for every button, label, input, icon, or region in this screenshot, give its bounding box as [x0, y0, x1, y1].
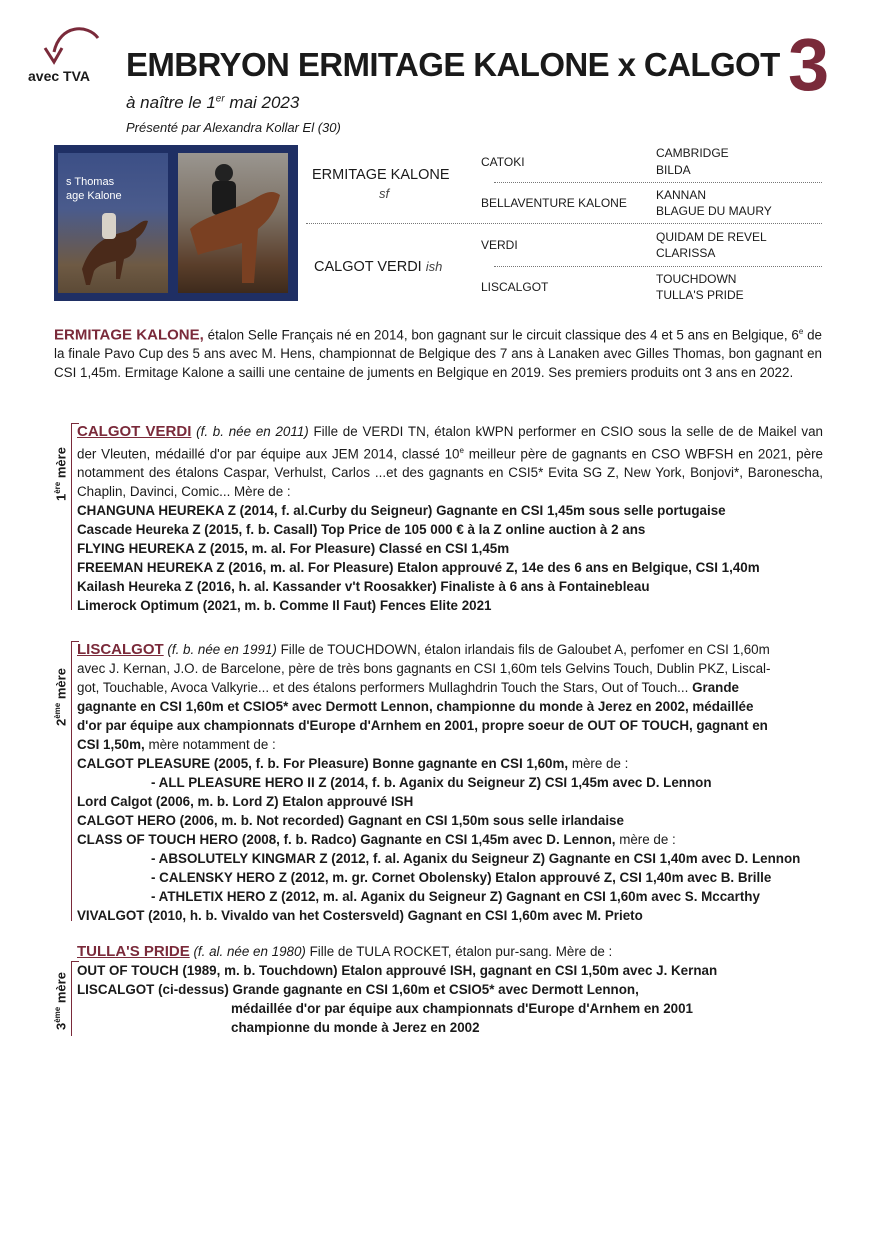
pedigree-ancestor: BLAGUE DU MAURY: [656, 204, 772, 218]
offspring-item: OUT OF TOUCH (1989, m. b. Touchdown) Etalon approuvé ISH, gagnant en CSI 1,50m avec J. Kernan: [77, 963, 718, 978]
curved-arrow-icon: [40, 22, 104, 68]
pedigree-divider: [306, 223, 822, 224]
sire-description: ERMITAGE KALONE, étalon Selle Français né en 2014, bon gagnant sur le circuit classique des 4 et 5 ans en Belgique, 6e de la finale Pavo Cup des 5 ans avec M. Hens, championnat de Belgique des 7 ans à Lanaken avec Gilles Thomas, bon gagnant en CSI 1,45m. Ermitage Kalone a sailli une centaine de juments en Belgique en 2019. Ses premiers produits ont 3 ans en 2022.: [54, 326, 822, 381]
pedigree-dam: CALGOT VERDI ish: [314, 259, 443, 275]
second-dam-performance: gagnante en CSI 1,60m et CSIO5* avec Dermott Lennon, championne du monde à Jerez en 2002, médaillée: [77, 699, 754, 714]
offspring-item: Cascade Heureka Z (2015, f. b. Casall) Top Price de 105 000 € à la Z online auction à 2 ans: [77, 522, 646, 538]
third-dam-section: TULLA'S PRIDE (f. al. née en 1980) Fille de TULA ROCKET, étalon pur-sang. Mère de : OUT OF TOUCH (1989, m. b. Touchdown) Etalon approuvé ISH, gagnant en CSI 1,50m avec J. Kernan LISCALGOT (ci-dessus) Grande gagnante en CSI 1,60m et CSIO5* avec Dermott Lennon, médaillée d'or par équipe aux championnats d'Europe d'Arnhem en 2001 championne du monde à Jerez en 2002: [77, 942, 823, 1037]
pedigree-granddam: LISCALGOT: [481, 280, 549, 294]
offspring-item: CHANGUNA HEUREKA Z (2014, f. al.Curby du Seigneur) Gagnante en CSI 1,45m sous selle portugaise: [77, 503, 726, 519]
pedigree-grandsire: CATOKI: [481, 155, 525, 169]
offspring-item: FLYING HEUREKA Z (2015, m. al. For Pleasure) Classé en CSI 1,45m: [77, 541, 510, 557]
pedigree-divider: [494, 182, 822, 183]
offspring-item: FREEMAN HEUREKA Z (2016, m. al. For Pleasure) Etalon approuvé Z, 14e des 6 ans en Belgique, CSI 1,40m: [77, 560, 760, 576]
page-title: EMBRYON ERMITAGE KALONE x CALGOT: [126, 46, 780, 83]
third-dam-label: 3ème mère: [53, 972, 69, 1030]
section-bracket: [71, 423, 72, 610]
pedigree-sire: ERMITAGE KALONE: [312, 167, 450, 183]
offspring-item: - ALL PLEASURE HERO II Z (2014, f. b. Aganix du Seigneur Z) CSI 1,45m avec D. Lennon: [151, 775, 712, 790]
section-bracket: [71, 961, 72, 1036]
offspring-item: championne du monde à Jerez en 2002: [231, 1020, 480, 1035]
offspring-item: CLASS OF TOUCH HERO (2008, f. b. Radco) Gagnante en CSI 1,45m avec D. Lennon, mère de :: [77, 832, 676, 847]
pedigree-sire-studbook: sf: [379, 186, 390, 201]
first-dam-section: CALGOT VERDI (f. b. née en 2011) Fille de VERDI TN, étalon kWPN performer en CSIO sous la selle de de Maikel van der Vleuten, médaillé d'or par équipe aux JEM 2014, classé 10e meilleur père de gagnants en CSO WBFSH en 2021, père notamment des étalons Caspar, Verhulst, Carlos ...et des gagnants en CSI5* Evita SG Z, New York, Bonjovi*, Baronescha, Chaplin, Davinci, Comic... Mère de : CHANGUNA HEUREKA Z (2014, f. al.Curby du Seigneur) Gagnante en CSI 1,45m sous selle portugaise Cascade Heureka Z (2015, f. b. Casall) Top Price de 105 000 € à la Z online auction à 2 ans FLYING HEUREKA Z (2015, m. al. For Pleasure) Classé en CSI 1,45m FREEMAN HEUREKA Z (2016, m. al. For Pleasure) Etalon approuvé Z, 14e des 6 ans en Belgique, CSI 1,40m Kailash Heureka Z (2016, h. al. Kassander v't Roosakker) Finaliste à 6 ans à Fontainebleau Limerock Optimum (2021, m. b. Comme Il Faut) Fences Elite 2021: [77, 423, 823, 614]
dam-photo: [178, 153, 288, 293]
offspring-item: médaillée d'or par équipe aux championnats d'Europe d'Arnhem en 2001: [231, 1001, 693, 1016]
pedigree-ancestor: CLARISSA: [656, 246, 716, 260]
third-dam-name: TULLA'S PRIDE: [77, 943, 190, 960]
second-dam-intro: avec J. Kernan, J.O. de Barcelone, père de très bons gagnants en CSI 1,60m tels Gelvins Touch, Dublin PKZ, Liscal-: [77, 661, 771, 676]
horse-silhouette-icon: [72, 209, 158, 289]
offspring-item: - CALENSKY HERO Z (2012, m. gr. Cornet Obolensky) Etalon approuvé Z, CSI 1,40m avec B. Brille: [151, 870, 772, 885]
offspring-item: - ABSOLUTELY KINGMAR Z (2012, f. al. Aganix du Seigneur Z) Gagnante en CSI 1,40m avec D. Lennon: [151, 851, 801, 866]
second-dam-name: LISCALGOT: [77, 641, 164, 658]
second-dam-performance: d'or par équipe aux championnats d'Europe d'Arnhem en 2001, propre soeur de OUT OF TOUCH, gagnant en: [77, 718, 768, 733]
first-dam-note: (f. b. née en 2011): [196, 424, 309, 439]
presenter: Présenté par Alexandra Kollar El (30): [126, 120, 341, 135]
second-dam-note: (f. b. née en 1991): [167, 642, 277, 657]
tva-label: avec TVA: [28, 68, 90, 84]
offspring-item: Limerock Optimum (2021, m. b. Comme Il Faut) Fences Elite 2021: [77, 598, 492, 614]
horse-photo: [54, 145, 298, 301]
offspring-item: VIVALGOT (2010, h. b. Vivaldo van het Costersveld) Gagnant en CSI 1,60m avec M. Prieto: [77, 908, 643, 923]
offspring-item: CALGOT PLEASURE (2005, f. b. For Pleasure) Bonne gagnante en CSI 1,60m, mère de :: [77, 756, 629, 771]
third-dam-note: (f. al. née en 1980): [193, 944, 306, 959]
offspring-item: CALGOT HERO (2006, m. b. Not recorded) Gagnant en CSI 1,50m sous selle irlandaise: [77, 813, 624, 828]
pedigree-ancestor: TOUCHDOWN: [656, 272, 737, 286]
pedigree-divider: [494, 266, 822, 267]
sire-jumping-photo: [58, 153, 168, 293]
first-dam-name: CALGOT VERDI: [77, 423, 192, 440]
offspring-item: Kailash Heureka Z (2016, h. al. Kassander v't Roosakker) Finaliste à 6 ans à Fontainebleau: [77, 579, 650, 595]
photo-caption: s Thomas age Kalone: [66, 176, 122, 203]
offspring-item: - ATHLETIX HERO Z (2012, m. al. Aganix du Seigneur Z) Gagnant en CSI 1,60m avec S. Mccarthy: [151, 889, 760, 904]
birth-date: à naître le 1er mai 2023: [126, 93, 300, 112]
pedigree-ancestor: KANNAN: [656, 188, 707, 202]
section-bracket: [71, 641, 72, 921]
lot-number: 3: [788, 23, 830, 106]
pedigree-grandsire: VERDI: [481, 238, 518, 252]
second-dam-label: 2ème mère: [53, 668, 69, 726]
pedigree-ancestor: BILDA: [656, 163, 691, 177]
offspring-item: Lord Calgot (2006, m. b. Lord Z) Etalon approuvé ISH: [77, 794, 414, 809]
offspring-item: LISCALGOT (ci-dessus) Grande gagnante en CSI 1,60m et CSIO5* avec Dermott Lennon,: [77, 982, 639, 997]
pedigree-granddam: BELLAVENTURE KALONE: [481, 196, 627, 210]
second-dam-section: LISCALGOT (f. b. née en 1991) Fille de TOUCHDOWN, étalon irlandais fils de Galoubet A, perfomer en CSI 1,60m avec J. Kernan, J.O. de Barcelone, père de très bons gagnants en CSI 1,60m tels Gelvins Touch, Dublin PKZ, Liscal- got, Touchable, Avoca Valkyrie... et des étalons performers Mullaghdrin Touch the Stars, Out of Touch... Grande gagnante en CSI 1,60m et CSIO5* avec Dermott Lennon, championne du monde à Jerez en 2002, médaillée d'or par équipe aux championnats d'Europe d'Arnhem en 2001, propre soeur de OUT OF TOUCH, gagnant en CSI 1,50m, mère notamment de : CALGOT PLEASURE (2005, f. b. For Pleasure) Bonne gagnante en CSI 1,60m, mère de : - ALL PLEASURE HERO II Z (2014, f. b. Aganix du Seigneur Z) CSI 1,45m avec D. Lennon Lord Calgot (2006, m. b. Lord Z) Etalon approuvé ISH CALGOT HERO (2006, m. b. Not recorded) Gagnant en CSI 1,50m sous selle irlandaise CLASS OF TOUCH HERO (2008, f. b. Radco) Gagnante en CSI 1,45m avec D. Lennon, mère de : - ABSOLUTELY KINGMAR Z (2012, f. al. Aganix du Seigneur Z) Gagnante en CSI 1,40m avec D. Lennon - CALENSKY HERO Z (2012, m. gr. Cornet Obolensky) Etalon approuvé Z, CSI 1,40m avec B. Brille - ATHLETIX HERO Z (2012, m. al. Aganix du Seigneur Z) Gagnant en CSI 1,60m avec S. Mccarthy VIVALGOT (2010, h. b. Vivaldo van het Costersveld) Gagnant en CSI 1,60m avec M. Prieto: [77, 640, 823, 925]
pedigree-ancestor: TULLA'S PRIDE: [656, 288, 744, 302]
first-dam-label: 1ère mère: [53, 447, 69, 501]
pedigree-ancestor: CAMBRIDGE: [656, 146, 729, 160]
horse-rider-icon: [184, 159, 284, 289]
pedigree-ancestor: QUIDAM DE REVEL: [656, 230, 767, 244]
